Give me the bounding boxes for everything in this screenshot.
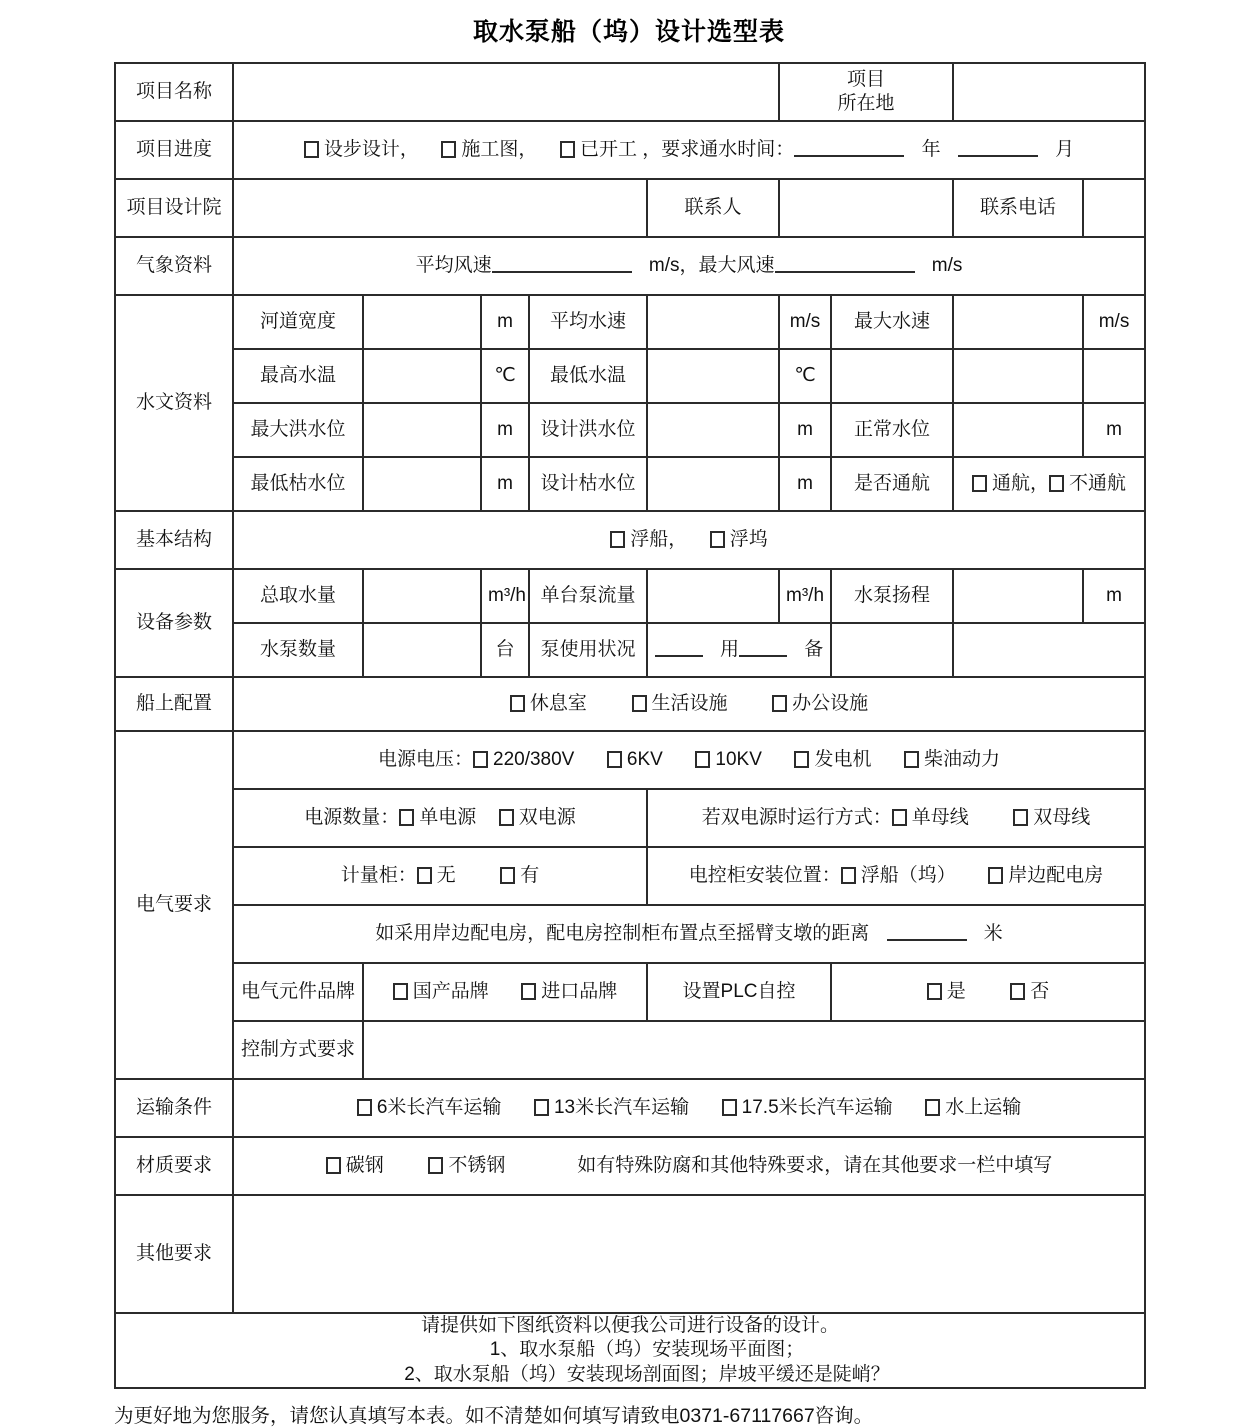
label-pump-usage: 泵使用状况 <box>529 623 647 677</box>
checkbox-option-6kv[interactable] <box>607 748 663 772</box>
checkbox-option-floating-boat[interactable] <box>610 528 687 552</box>
input-pump-count[interactable] <box>363 623 481 677</box>
notes-line-3: 2、取水泵船（坞）安装现场剖面图；岸坡平缓还是陡峭？ <box>404 1363 890 1385</box>
material-note: 如有特殊防腐和其他特殊要求，请在其他要求一栏中填写 <box>577 1154 1053 1176</box>
checkbox-icon[interactable] <box>632 695 647 712</box>
cell-basic-structure-options <box>233 511 1145 569</box>
label-shore-distance-prefix: 如采用岸边配电房，配电房控制柜布置点至摇臂支墩的距离 <box>375 922 870 944</box>
label-plc-control: 设置PLC自控 <box>647 963 831 1021</box>
label-equipment-parameters: 设备参数 <box>115 569 233 677</box>
option-label: 不锈钢 <box>448 1154 506 1176</box>
checkbox-option-plc-no[interactable] <box>1010 980 1049 1004</box>
notes-line-1: 请提供如下图纸资料以便我公司进行设备的设计。 <box>421 1315 840 1336</box>
unit-max-flow-speed: m/s <box>1083 295 1145 349</box>
label-max-flow-speed: 最大水速 <box>831 295 953 349</box>
input-design-dry-level[interactable] <box>647 457 779 511</box>
label-component-brand: 电气元件品牌 <box>233 963 363 1021</box>
option-label: 单母线 <box>911 806 969 828</box>
checkbox-icon[interactable] <box>722 1099 737 1116</box>
option-label: 休息室 <box>529 692 587 714</box>
page-title: 取水泵船（坞）设计选型表 <box>472 18 785 46</box>
input-avg-wind-speed[interactable] <box>492 256 632 273</box>
checkbox-icon[interactable] <box>500 867 515 884</box>
input-min-dry-level[interactable] <box>363 457 481 511</box>
option-label: 生活设施 <box>651 692 728 714</box>
input-other-requirements[interactable] <box>233 1195 1145 1313</box>
checkbox-icon[interactable] <box>710 531 725 548</box>
label-design-dry-level: 设计枯水位 <box>529 457 647 511</box>
checkbox-icon[interactable] <box>794 751 809 768</box>
table-row-hydro-3 <box>115 403 1145 457</box>
checkbox-option-on-vessel[interactable] <box>841 864 956 888</box>
table-row-material <box>115 1137 1145 1195</box>
unit-min-water-temp: ℃ <box>779 349 831 403</box>
option-label: 浮坞 <box>729 528 768 550</box>
label-single-pump-flow: 单台泵流量 <box>529 569 647 623</box>
option-label: 柴油动力 <box>924 748 1001 770</box>
checkbox-icon[interactable] <box>326 1157 341 1174</box>
checkbox-icon[interactable] <box>357 1099 372 1116</box>
checkbox-option-plc-yes[interactable] <box>927 980 966 1004</box>
table-row-project-name <box>115 63 1145 121</box>
option-label: 施工图， <box>461 138 538 160</box>
checkbox-option-navigable-no[interactable] <box>1049 472 1126 496</box>
input-pump-head[interactable] <box>953 569 1083 623</box>
checkbox-option-220-380v[interactable] <box>473 748 574 772</box>
label-in-use: 用 <box>719 638 739 660</box>
input-river-width[interactable] <box>363 295 481 349</box>
checkbox-icon[interactable] <box>988 867 1003 884</box>
option-label: 办公设施 <box>792 692 869 714</box>
input-max-flood-level[interactable] <box>363 403 481 457</box>
label-weather-data: 气象资料 <box>115 237 233 295</box>
cell-voltage-options <box>233 731 1145 789</box>
notes-line-2: 1、取水泵船（坞）安装现场平面图； <box>489 1339 805 1361</box>
table-row-basic-structure <box>115 511 1145 569</box>
unit-min-dry-level: m <box>481 457 529 511</box>
checkbox-icon[interactable] <box>927 983 942 1000</box>
checkbox-option-generator[interactable] <box>794 748 871 772</box>
checkbox-option-imported-brand[interactable] <box>521 980 617 1004</box>
label-year: 年 <box>921 138 941 160</box>
checkbox-icon[interactable] <box>417 867 432 884</box>
cell-pump-usage-fields <box>647 623 831 677</box>
label-river-width: 河道宽度 <box>233 295 363 349</box>
unit-pump-head: m <box>1083 569 1145 623</box>
checkbox-option-stainless-steel[interactable] <box>428 1154 505 1178</box>
label-contact-person: 联系人 <box>647 179 779 237</box>
table-row-hydro-4 <box>115 457 1145 511</box>
option-label: 单电源 <box>419 806 477 828</box>
option-label: 不通航 <box>1069 472 1127 494</box>
input-min-water-temp[interactable] <box>647 349 779 403</box>
option-label: 6米长汽车运输 <box>376 1096 502 1118</box>
checkbox-icon[interactable] <box>1010 983 1025 1000</box>
checkbox-icon[interactable] <box>1013 809 1028 826</box>
option-label: 有 <box>520 864 540 886</box>
label-contact-phone: 联系电话 <box>953 179 1083 237</box>
cell-shore-distance <box>233 905 1145 963</box>
label-basic-structure: 基本结构 <box>115 511 233 569</box>
unit-avg-flow-speed: m/s <box>779 295 831 349</box>
checkbox-icon[interactable] <box>925 1099 940 1116</box>
unit-shore-distance: 米 <box>983 922 1003 944</box>
input-max-water-temp[interactable] <box>363 349 481 403</box>
unit-max-water-temp: ℃ <box>481 349 529 403</box>
checkbox-icon[interactable] <box>473 751 488 768</box>
input-control-mode[interactable] <box>363 1021 1145 1079</box>
label-avg-wind-speed: 平均风速 <box>415 254 492 276</box>
label-cabinet-position-prefix: 电控柜安装位置： <box>688 864 841 886</box>
checkbox-option-navigable-yes[interactable] <box>972 472 1049 496</box>
label-avg-flow-speed: 平均水速 <box>529 295 647 349</box>
option-label: 水上运输 <box>945 1096 1022 1118</box>
checkbox-option-rest-room[interactable] <box>510 692 587 716</box>
option-label: 设步设计， <box>323 138 419 160</box>
label-project-location-line1: 项目 <box>847 68 886 90</box>
input-project-name[interactable] <box>233 63 779 121</box>
table-row-electrical-meter-cabinet <box>115 847 1145 905</box>
table-row-transport <box>115 1079 1145 1137</box>
input-max-flow-speed[interactable] <box>953 295 1083 349</box>
input-month-blank[interactable] <box>958 140 1038 157</box>
option-label: 无 <box>436 864 456 886</box>
table-row-electrical-distance <box>115 905 1145 963</box>
checkbox-icon[interactable] <box>304 141 319 158</box>
water-date-prefix: ，要求通水时间： <box>642 138 795 160</box>
option-label: 浮船， <box>630 528 688 550</box>
label-wind-unit-and-max: m/s，最大风速 <box>648 254 775 276</box>
input-project-location[interactable] <box>953 63 1145 121</box>
checkbox-option-dual-busbar[interactable] <box>1013 806 1090 830</box>
label-dual-mode-prefix: 若双电源时运行方式： <box>701 806 892 828</box>
unit-normal-water-level: m <box>1083 403 1145 457</box>
table-row-hydro-2 <box>115 349 1145 403</box>
input-single-pump-flow[interactable] <box>647 569 779 623</box>
checkbox-icon[interactable] <box>972 475 987 492</box>
option-label: 进口品牌 <box>541 980 618 1002</box>
label-voltage-prefix: 电源电压： <box>377 748 473 770</box>
checkbox-option-truck-13m[interactable] <box>534 1096 689 1120</box>
label-project-progress: 项目进度 <box>115 121 233 179</box>
checkbox-option-single-supply[interactable] <box>399 806 476 830</box>
cell-brand-options <box>363 963 647 1021</box>
table-row-weather <box>115 237 1145 295</box>
label-max-water-temp: 最高水温 <box>233 349 363 403</box>
checkbox-icon[interactable] <box>441 141 456 158</box>
table-row-drawing-notes <box>115 1313 1145 1388</box>
checkbox-icon[interactable] <box>607 751 622 768</box>
label-other-requirements: 其他要求 <box>115 1195 233 1313</box>
checkbox-option-shore-room[interactable] <box>988 864 1103 888</box>
cell-project-progress-options <box>233 121 1145 179</box>
label-material-requirements: 材质要求 <box>115 1137 233 1195</box>
unit-max-flood-level: m <box>481 403 529 457</box>
option-label: 双母线 <box>1033 806 1091 828</box>
label-supply-count-prefix: 电源数量： <box>304 806 400 828</box>
label-max-flood-level: 最大洪水位 <box>233 403 363 457</box>
checkbox-option-single-busbar[interactable] <box>892 806 969 830</box>
option-label: 碳钢 <box>345 1154 384 1176</box>
checkbox-option-dual-supply[interactable] <box>499 806 576 830</box>
unit-single-pump-flow: m³/h <box>779 569 831 623</box>
label-total-intake: 总取水量 <box>233 569 363 623</box>
label-min-dry-level: 最低枯水位 <box>233 457 363 511</box>
checkbox-icon[interactable] <box>399 809 414 826</box>
table-row-control-mode <box>115 1021 1145 1079</box>
checkbox-icon[interactable] <box>510 695 525 712</box>
option-label: 220/380V <box>493 748 575 770</box>
cell-drawing-notes <box>115 1313 1145 1388</box>
label-month: 月 <box>1055 138 1075 160</box>
option-label: 是 <box>946 980 966 1002</box>
label-pump-count: 水泵数量 <box>233 623 363 677</box>
checkbox-icon[interactable] <box>610 531 625 548</box>
checkbox-icon[interactable] <box>841 867 856 884</box>
label-onboard-config: 船上配置 <box>115 677 233 731</box>
cell-material-options <box>233 1137 1145 1195</box>
label-pump-head: 水泵扬程 <box>831 569 953 623</box>
table-row-equipment-1 <box>115 569 1145 623</box>
option-label: 17.5米长汽车运输 <box>741 1096 893 1118</box>
label-project-location <box>779 63 953 121</box>
label-hydrological-data: 水文资料 <box>115 295 233 511</box>
label-meter-cabinet-prefix: 计量柜： <box>340 864 417 886</box>
checkbox-icon[interactable] <box>393 983 408 1000</box>
cell-plc-options <box>831 963 1145 1021</box>
option-label: 6KV <box>626 748 663 770</box>
checkbox-option-truck-17-5m[interactable] <box>722 1096 893 1120</box>
checkbox-icon[interactable] <box>560 141 575 158</box>
label-electrical-requirements: 电气要求 <box>115 731 233 1079</box>
checkbox-option-living-facility[interactable] <box>632 692 728 716</box>
table-row-other-requirements <box>115 1195 1145 1313</box>
input-max-wind-speed[interactable] <box>775 256 915 273</box>
option-label: 10KV <box>715 748 762 770</box>
checkbox-icon[interactable] <box>1049 475 1064 492</box>
table-row-onboard-config <box>115 677 1145 731</box>
checkbox-icon[interactable] <box>521 983 536 1000</box>
checkbox-option-carbon-steel[interactable] <box>326 1154 384 1178</box>
option-label: 发电机 <box>814 748 872 770</box>
label-max-wind-unit: m/s <box>931 254 963 276</box>
cell-meter-cabinet-options <box>233 847 647 905</box>
label-transport-conditions: 运输条件 <box>115 1079 233 1137</box>
option-label: 13米长汽车运输 <box>553 1096 690 1118</box>
checkbox-icon[interactable] <box>904 751 919 768</box>
checkbox-option-office-facility[interactable] <box>772 692 868 716</box>
checkbox-option-construction-drawing[interactable] <box>441 138 537 162</box>
label-project-name: 项目名称 <box>115 63 233 121</box>
cell-hydro-empty-a[interactable] <box>831 349 953 403</box>
cell-equipment-empty-b[interactable] <box>953 623 1145 677</box>
unit-total-intake: m³/h <box>481 569 529 623</box>
checkbox-icon[interactable] <box>695 751 710 768</box>
checkbox-option-floating-dock[interactable] <box>710 528 768 552</box>
option-label: 岸边配电房 <box>1008 864 1104 886</box>
checkbox-icon[interactable] <box>772 695 787 712</box>
input-pumps-in-use[interactable] <box>655 640 703 657</box>
unit-design-flood-level: m <box>779 403 831 457</box>
input-contact-phone[interactable] <box>1083 179 1145 237</box>
cell-cabinet-position-options <box>647 847 1145 905</box>
label-normal-water-level: 正常水位 <box>831 403 953 457</box>
cell-dual-mode-options <box>647 789 1145 847</box>
checkbox-option-preliminary-design[interactable] <box>304 138 419 162</box>
cell-navigable-options <box>953 457 1145 511</box>
cell-weather-fields <box>233 237 1145 295</box>
checkbox-icon[interactable] <box>534 1099 549 1116</box>
checkbox-option-truck-6m[interactable] <box>357 1096 502 1120</box>
input-total-intake[interactable] <box>363 569 481 623</box>
cell-equipment-empty-a[interactable] <box>831 623 953 677</box>
table-row-hydro-1 <box>115 295 1145 349</box>
cell-transport-options <box>233 1079 1145 1137</box>
option-label: 否 <box>1030 980 1050 1002</box>
input-year-blank[interactable] <box>794 140 904 157</box>
label-design-flood-level: 设计洪水位 <box>529 403 647 457</box>
footer-contact-note: 为更好地为您服务，请您认真填写本表。如不清楚如何填写请致电0371-67117667咨询。 <box>114 1404 874 1427</box>
checkbox-option-meter-yes[interactable] <box>500 864 539 888</box>
input-contact-person[interactable] <box>779 179 953 237</box>
label-project-location-line2: 所在地 <box>837 93 895 114</box>
checkbox-option-started[interactable] <box>560 138 637 162</box>
checkbox-option-domestic-brand[interactable] <box>393 980 489 1004</box>
input-pumps-standby[interactable] <box>739 640 787 657</box>
label-control-mode: 控制方式要求 <box>233 1021 363 1079</box>
checkbox-icon[interactable] <box>499 809 514 826</box>
unit-design-dry-level: m <box>779 457 831 511</box>
checkbox-option-water-transport[interactable] <box>925 1096 1021 1120</box>
input-design-flood-level[interactable] <box>647 403 779 457</box>
cell-supply-count-options <box>233 789 647 847</box>
option-label: 浮船（坞） <box>860 864 956 886</box>
cell-onboard-options <box>233 677 1145 731</box>
cell-hydro-empty-c[interactable] <box>1083 349 1145 403</box>
selection-form-table <box>114 62 1146 1389</box>
table-row-electrical-supply-count <box>115 789 1145 847</box>
table-row-design-institute <box>115 179 1145 237</box>
option-label: 已开工 <box>580 138 638 160</box>
option-label: 通航， <box>992 472 1050 494</box>
input-shore-distance[interactable] <box>887 924 967 941</box>
option-label: 国产品牌 <box>412 980 489 1002</box>
checkbox-icon[interactable] <box>892 809 907 826</box>
label-min-water-temp: 最低水温 <box>529 349 647 403</box>
input-avg-flow-speed[interactable] <box>647 295 779 349</box>
cell-hydro-empty-b[interactable] <box>953 349 1083 403</box>
unit-river-width: m <box>481 295 529 349</box>
option-label: 双电源 <box>518 806 576 828</box>
checkbox-option-diesel-power[interactable] <box>904 748 1000 772</box>
label-standby: 备 <box>804 638 824 660</box>
checkbox-icon[interactable] <box>428 1157 443 1174</box>
table-row-project-progress <box>115 121 1145 179</box>
label-design-institute: 项目设计院 <box>115 179 233 237</box>
table-row-electrical-voltage <box>115 731 1145 789</box>
input-design-institute[interactable] <box>233 179 647 237</box>
label-navigable: 是否通航 <box>831 457 953 511</box>
input-normal-water-level[interactable] <box>953 403 1083 457</box>
table-row-electrical-brand-plc <box>115 963 1145 1021</box>
checkbox-option-10kv[interactable] <box>695 748 761 772</box>
checkbox-option-meter-none[interactable] <box>417 864 456 888</box>
table-row-equipment-2 <box>115 623 1145 677</box>
unit-pump-count: 台 <box>481 623 529 677</box>
